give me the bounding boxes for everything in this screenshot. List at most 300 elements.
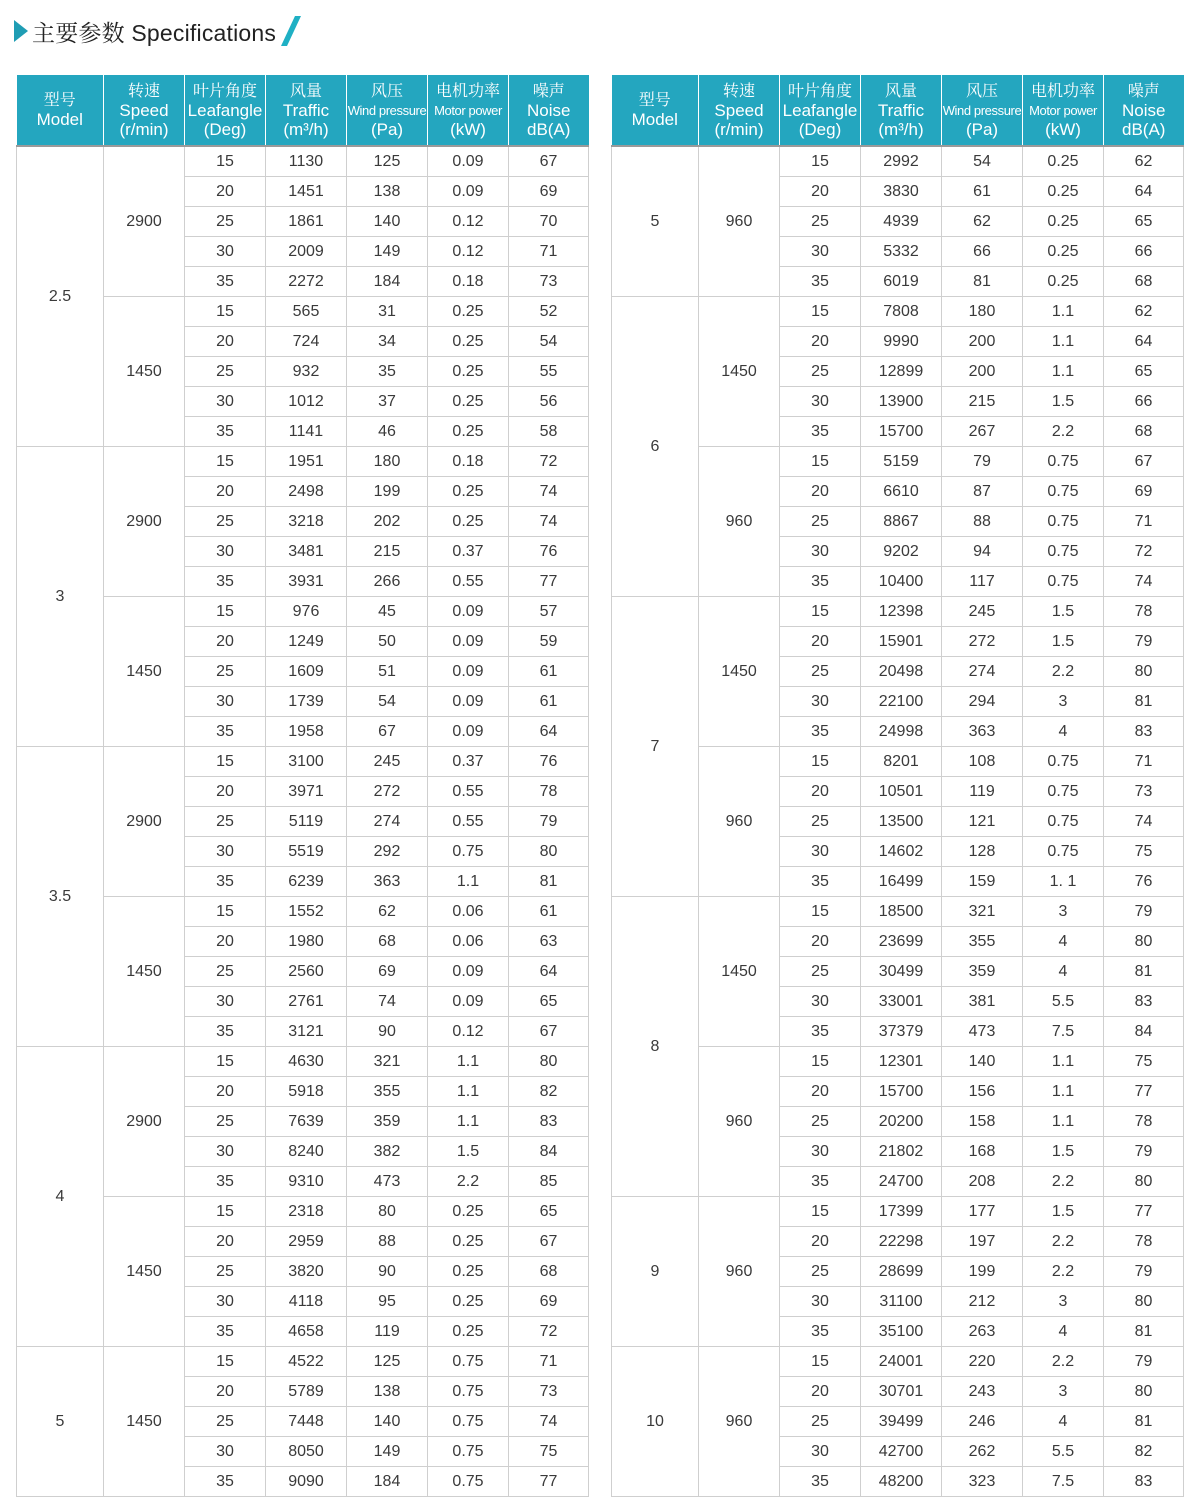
leafangle-cell: 30: [780, 537, 861, 567]
motor-power-cell: 0.25: [428, 1227, 509, 1257]
wind-pressure-cell: 61: [942, 177, 1023, 207]
leafangle-cell: 25: [780, 357, 861, 387]
leafangle-cell: 25: [780, 1407, 861, 1437]
wind-pressure-cell: 125: [347, 146, 428, 177]
noise-cell: 80: [1104, 657, 1184, 687]
traffic-cell: 18500: [861, 897, 942, 927]
leafangle-cell: 15: [780, 1047, 861, 1077]
traffic-cell: 5918: [266, 1077, 347, 1107]
traffic-cell: 3121: [266, 1017, 347, 1047]
traffic-cell: 20200: [861, 1107, 942, 1137]
traffic-cell: 42700: [861, 1437, 942, 1467]
motor-power-cell: 0.25: [428, 1197, 509, 1227]
noise-cell: 82: [1104, 1437, 1184, 1467]
traffic-cell: 35100: [861, 1317, 942, 1347]
noise-cell: 57: [509, 597, 589, 627]
wind-pressure-cell: 267: [942, 417, 1023, 447]
noise-cell: 85: [509, 1167, 589, 1197]
speed-cell: 1450: [699, 297, 780, 447]
noise-cell: 73: [509, 1377, 589, 1407]
header-leafangle: [185, 75, 266, 146]
table-row: [612, 146, 1184, 177]
traffic-cell: 1739: [266, 687, 347, 717]
motor-power-cell: 0.25: [428, 387, 509, 417]
leafangle-cell: 25: [185, 1107, 266, 1137]
noise-cell: 79: [1104, 627, 1184, 657]
header-wind-pressure: [347, 75, 428, 146]
leafangle-cell: 25: [780, 957, 861, 987]
motor-power-cell: 0.09: [428, 657, 509, 687]
table-row: [17, 747, 589, 777]
motor-power-cell: 0.37: [428, 537, 509, 567]
leafangle-cell: 30: [780, 687, 861, 717]
header-motor-power: [428, 75, 509, 146]
noise-cell: 71: [1104, 507, 1184, 537]
motor-power-cell: 0.25: [1023, 146, 1104, 177]
traffic-cell: 24998: [861, 717, 942, 747]
motor-power-cell: 0.25: [1023, 207, 1104, 237]
wind-pressure-cell: 95: [347, 1287, 428, 1317]
wind-pressure-cell: 88: [347, 1227, 428, 1257]
noise-cell: 64: [1104, 327, 1184, 357]
traffic-cell: 5789: [266, 1377, 347, 1407]
traffic-cell: 6019: [861, 267, 942, 297]
wind-pressure-cell: 140: [942, 1047, 1023, 1077]
traffic-cell: 14602: [861, 837, 942, 867]
noise-cell: 77: [1104, 1197, 1184, 1227]
header-cn-label: 噪声: [532, 82, 565, 100]
wind-pressure-cell: 81: [942, 267, 1023, 297]
wind-pressure-cell: 125: [347, 1347, 428, 1377]
wind-pressure-cell: 243: [942, 1377, 1023, 1407]
motor-power-cell: 0.09: [428, 146, 509, 177]
speed-cell: 1450: [104, 1347, 185, 1497]
wind-pressure-cell: 274: [347, 807, 428, 837]
traffic-cell: 1980: [266, 927, 347, 957]
leafangle-cell: 25: [780, 507, 861, 537]
motor-power-cell: 1.5: [1023, 627, 1104, 657]
traffic-cell: 1130: [266, 146, 347, 177]
header-row: [612, 75, 1184, 146]
motor-power-cell: 0.12: [428, 207, 509, 237]
leafangle-cell: 15: [185, 597, 266, 627]
motor-power-cell: 1.5: [1023, 597, 1104, 627]
traffic-cell: 1141: [266, 417, 347, 447]
header-cn-label: 风压: [370, 82, 403, 100]
wind-pressure-cell: 215: [347, 537, 428, 567]
motor-power-cell: 2.2: [1023, 1347, 1104, 1377]
noise-cell: 80: [1104, 927, 1184, 957]
noise-cell: 65: [509, 1197, 589, 1227]
traffic-cell: 932: [266, 357, 347, 387]
motor-power-cell: 0.18: [428, 447, 509, 477]
traffic-cell: 37379: [861, 1017, 942, 1047]
noise-cell: 80: [1104, 1167, 1184, 1197]
noise-cell: 69: [1104, 477, 1184, 507]
leafangle-cell: 20: [185, 1377, 266, 1407]
leafangle-cell: 35: [185, 267, 266, 297]
motor-power-cell: 0.12: [428, 237, 509, 267]
traffic-cell: 8201: [861, 747, 942, 777]
motor-power-cell: 2.2: [1023, 1257, 1104, 1287]
noise-cell: 61: [509, 657, 589, 687]
noise-cell: 68: [1104, 267, 1184, 297]
header-cn-label: 电机功率: [1030, 82, 1095, 100]
header-cn-label: 电机功率: [435, 82, 500, 100]
header-en-label: Model: [36, 110, 83, 129]
traffic-cell: 31100: [861, 1287, 942, 1317]
wind-pressure-cell: 68: [347, 927, 428, 957]
leafangle-cell: 20: [185, 477, 266, 507]
traffic-cell: 1609: [266, 657, 347, 687]
wind-pressure-cell: 184: [347, 1467, 428, 1497]
noise-cell: 67: [509, 146, 589, 177]
motor-power-cell: 2.2: [1023, 657, 1104, 687]
motor-power-cell: 0.25: [428, 357, 509, 387]
leafangle-cell: 15: [185, 297, 266, 327]
section-title: [14, 14, 294, 48]
leafangle-cell: 15: [185, 447, 266, 477]
wind-pressure-cell: 108: [942, 747, 1023, 777]
traffic-cell: 1012: [266, 387, 347, 417]
noise-cell: 76: [1104, 867, 1184, 897]
speed-cell: 1450: [699, 897, 780, 1047]
wind-pressure-cell: 54: [942, 146, 1023, 177]
motor-power-cell: 0.25: [428, 297, 509, 327]
wind-pressure-cell: 50: [347, 627, 428, 657]
motor-power-cell: 1.1: [428, 1107, 509, 1137]
table-row: [17, 146, 589, 177]
motor-power-cell: 0.09: [428, 597, 509, 627]
model-cell: 5: [17, 1347, 104, 1497]
noise-cell: 81: [1104, 687, 1184, 717]
motor-power-cell: 1.1: [1023, 327, 1104, 357]
wind-pressure-cell: 355: [942, 927, 1023, 957]
wind-pressure-cell: 382: [347, 1137, 428, 1167]
wind-pressure-cell: 323: [942, 1467, 1023, 1497]
traffic-cell: 8050: [266, 1437, 347, 1467]
model-cell: 9: [612, 1197, 699, 1347]
wind-pressure-cell: 156: [942, 1077, 1023, 1107]
model-cell: 2.5: [17, 146, 104, 447]
leafangle-cell: 35: [780, 1167, 861, 1197]
noise-cell: 79: [1104, 1347, 1184, 1377]
leafangle-cell: 20: [185, 327, 266, 357]
noise-cell: 80: [509, 837, 589, 867]
leafangle-cell: 25: [780, 1107, 861, 1137]
noise-cell: 79: [509, 807, 589, 837]
leafangle-cell: 20: [780, 477, 861, 507]
wind-pressure-cell: 66: [942, 237, 1023, 267]
leafangle-cell: 30: [185, 387, 266, 417]
speed-cell: 2900: [104, 747, 185, 897]
motor-power-cell: 0.06: [428, 927, 509, 957]
motor-power-cell: 2.2: [1023, 417, 1104, 447]
speed-cell: 960: [699, 447, 780, 597]
motor-power-cell: 1.1: [428, 1077, 509, 1107]
header-cn-label: 叶片角度: [192, 82, 257, 100]
wind-pressure-cell: 80: [347, 1197, 428, 1227]
traffic-cell: 13900: [861, 387, 942, 417]
header-cn-label: 风量: [289, 82, 322, 100]
wind-pressure-cell: 121: [942, 807, 1023, 837]
motor-power-cell: 7.5: [1023, 1467, 1104, 1497]
leafangle-cell: 35: [185, 1467, 266, 1497]
traffic-cell: 1552: [266, 897, 347, 927]
motor-power-cell: 0.09: [428, 987, 509, 1017]
wind-pressure-cell: 199: [347, 477, 428, 507]
noise-cell: 69: [509, 1287, 589, 1317]
traffic-cell: 9990: [861, 327, 942, 357]
header-en-label: Motor power: [434, 102, 502, 118]
traffic-cell: 4630: [266, 1047, 347, 1077]
noise-cell: 68: [1104, 417, 1184, 447]
header-model: [612, 75, 699, 146]
noise-cell: 80: [1104, 1377, 1184, 1407]
traffic-cell: 12301: [861, 1047, 942, 1077]
traffic-cell: 9310: [266, 1167, 347, 1197]
wind-pressure-cell: 245: [347, 747, 428, 777]
header-unit-label: (Pa): [370, 119, 404, 139]
motor-power-cell: 0.12: [428, 1017, 509, 1047]
leafangle-cell: 25: [185, 657, 266, 687]
header-cn-label: 转速: [127, 82, 160, 100]
traffic-cell: 1951: [266, 447, 347, 477]
speed-cell: 2900: [104, 146, 185, 297]
speed-cell: 960: [699, 1047, 780, 1197]
traffic-cell: 3218: [266, 507, 347, 537]
noise-cell: 61: [509, 897, 589, 927]
motor-power-cell: 1.5: [1023, 1137, 1104, 1167]
model-cell: 7: [612, 597, 699, 897]
motor-power-cell: 0.09: [428, 957, 509, 987]
traffic-cell: 15700: [861, 1077, 942, 1107]
noise-cell: 64: [509, 957, 589, 987]
header-en-label: Leafangle: [782, 100, 858, 120]
speed-cell: 1450: [104, 897, 185, 1047]
leafangle-cell: 15: [780, 1197, 861, 1227]
wind-pressure-cell: 158: [942, 1107, 1023, 1137]
traffic-cell: 12899: [861, 357, 942, 387]
wind-pressure-cell: 355: [347, 1077, 428, 1107]
traffic-cell: 2272: [266, 267, 347, 297]
noise-cell: 66: [1104, 387, 1184, 417]
leafangle-cell: 15: [780, 447, 861, 477]
wind-pressure-cell: 62: [347, 897, 428, 927]
header-en-label: Motor power: [1029, 102, 1097, 118]
traffic-cell: 8867: [861, 507, 942, 537]
motor-power-cell: 1.5: [1023, 1197, 1104, 1227]
noise-cell: 81: [1104, 957, 1184, 987]
traffic-cell: 1958: [266, 717, 347, 747]
leafangle-cell: 15: [185, 747, 266, 777]
header-cn-label: 噪声: [1127, 82, 1160, 100]
traffic-cell: 7448: [266, 1407, 347, 1437]
traffic-cell: 24700: [861, 1167, 942, 1197]
noise-cell: 68: [509, 1257, 589, 1287]
wind-pressure-cell: 177: [942, 1197, 1023, 1227]
noise-cell: 71: [509, 237, 589, 267]
table-row: [612, 297, 1184, 327]
leafangle-cell: 35: [185, 1017, 266, 1047]
traffic-cell: 9090: [266, 1467, 347, 1497]
header-traffic: [266, 75, 347, 146]
noise-cell: 70: [509, 207, 589, 237]
noise-cell: 59: [509, 627, 589, 657]
table-row: [612, 1197, 1184, 1227]
header-speed: [104, 75, 185, 146]
noise-cell: 71: [509, 1347, 589, 1377]
leafangle-cell: 30: [185, 1137, 266, 1167]
wind-pressure-cell: 212: [942, 1287, 1023, 1317]
motor-power-cell: 0.75: [428, 1467, 509, 1497]
motor-power-cell: 0.75: [1023, 807, 1104, 837]
header-cn-label: 风量: [884, 82, 917, 100]
wind-pressure-cell: 184: [347, 267, 428, 297]
noise-cell: 76: [509, 537, 589, 567]
leafangle-cell: 15: [780, 597, 861, 627]
noise-cell: 80: [509, 1047, 589, 1077]
motor-power-cell: 1.5: [1023, 387, 1104, 417]
leafangle-cell: 25: [780, 1257, 861, 1287]
motor-power-cell: 0.75: [428, 1377, 509, 1407]
leafangle-cell: 15: [780, 897, 861, 927]
noise-cell: 72: [509, 447, 589, 477]
wind-pressure-cell: 215: [942, 387, 1023, 417]
traffic-cell: 4939: [861, 207, 942, 237]
wind-pressure-cell: 202: [347, 507, 428, 537]
leafangle-cell: 35: [780, 567, 861, 597]
leafangle-cell: 15: [780, 146, 861, 177]
leafangle-cell: 15: [185, 1347, 266, 1377]
noise-cell: 73: [509, 267, 589, 297]
noise-cell: 56: [509, 387, 589, 417]
speed-cell: 1450: [699, 597, 780, 747]
noise-cell: 78: [1104, 1107, 1184, 1137]
wind-pressure-cell: 149: [347, 237, 428, 267]
motor-power-cell: 1.1: [1023, 357, 1104, 387]
traffic-cell: 23699: [861, 927, 942, 957]
noise-cell: 83: [509, 1107, 589, 1137]
header-en-label: Noise: [1122, 100, 1166, 120]
wind-pressure-cell: 266: [347, 567, 428, 597]
leafangle-cell: 20: [780, 1377, 861, 1407]
wind-pressure-cell: 200: [942, 327, 1023, 357]
wind-pressure-cell: 359: [347, 1107, 428, 1137]
header-cn-label: 型号: [43, 92, 76, 109]
header-en-label: Speed: [119, 100, 169, 120]
noise-cell: 74: [1104, 567, 1184, 597]
noise-cell: 74: [509, 1407, 589, 1437]
motor-power-cell: 0.37: [428, 747, 509, 777]
noise-cell: 69: [509, 177, 589, 207]
traffic-cell: 7639: [266, 1107, 347, 1137]
model-cell: 3: [17, 447, 104, 747]
leafangle-cell: 20: [780, 927, 861, 957]
traffic-cell: 2009: [266, 237, 347, 267]
title-arrow-icon: [14, 20, 28, 42]
header-speed: [699, 75, 780, 146]
motor-power-cell: 0.75: [1023, 537, 1104, 567]
noise-cell: 54: [509, 327, 589, 357]
wind-pressure-cell: 363: [942, 717, 1023, 747]
motor-power-cell: 0.75: [428, 1437, 509, 1467]
wind-pressure-cell: 74: [347, 987, 428, 1017]
traffic-cell: 48200: [861, 1467, 942, 1497]
leafangle-cell: 20: [185, 927, 266, 957]
wind-pressure-cell: 274: [942, 657, 1023, 687]
noise-cell: 81: [1104, 1317, 1184, 1347]
wind-pressure-cell: 138: [347, 177, 428, 207]
wind-pressure-cell: 119: [942, 777, 1023, 807]
leafangle-cell: 15: [185, 1047, 266, 1077]
leafangle-cell: 25: [185, 1257, 266, 1287]
noise-cell: 66: [1104, 237, 1184, 267]
noise-cell: 67: [509, 1227, 589, 1257]
motor-power-cell: 0.55: [428, 807, 509, 837]
table-row: [612, 897, 1184, 927]
traffic-cell: 10501: [861, 777, 942, 807]
wind-pressure-cell: 359: [942, 957, 1023, 987]
spec-table-left: [16, 75, 589, 1497]
header-traffic: [861, 75, 942, 146]
header-en-label: Leafangle: [187, 100, 263, 120]
motor-power-cell: 0.75: [1023, 567, 1104, 597]
traffic-cell: 21802: [861, 1137, 942, 1167]
motor-power-cell: 5.5: [1023, 987, 1104, 1017]
wind-pressure-cell: 128: [942, 837, 1023, 867]
traffic-cell: 2761: [266, 987, 347, 1017]
header-row: [17, 75, 589, 146]
motor-power-cell: 2.2: [1023, 1227, 1104, 1257]
wind-pressure-cell: 321: [347, 1047, 428, 1077]
model-cell: 3.5: [17, 747, 104, 1047]
noise-cell: 75: [509, 1437, 589, 1467]
leafangle-cell: 20: [185, 177, 266, 207]
traffic-cell: 4522: [266, 1347, 347, 1377]
header-cn-label: 型号: [638, 92, 671, 109]
noise-cell: 74: [1104, 807, 1184, 837]
leafangle-cell: 35: [185, 1167, 266, 1197]
wind-pressure-cell: 199: [942, 1257, 1023, 1287]
traffic-cell: 16499: [861, 867, 942, 897]
noise-cell: 83: [1104, 1467, 1184, 1497]
speed-cell: 2900: [104, 447, 185, 597]
wind-pressure-cell: 94: [942, 537, 1023, 567]
leafangle-cell: 35: [185, 717, 266, 747]
leafangle-cell: 30: [185, 987, 266, 1017]
noise-cell: 67: [509, 1017, 589, 1047]
model-cell: 4: [17, 1047, 104, 1347]
wind-pressure-cell: 180: [942, 297, 1023, 327]
header-noise: [509, 75, 589, 146]
leafangle-cell: 20: [780, 177, 861, 207]
speed-cell: 1450: [104, 297, 185, 447]
noise-cell: 76: [509, 747, 589, 777]
motor-power-cell: 4: [1023, 927, 1104, 957]
leafangle-cell: 35: [780, 1017, 861, 1047]
speed-cell: 960: [699, 1347, 780, 1497]
leafangle-cell: 35: [780, 1317, 861, 1347]
traffic-cell: 15700: [861, 417, 942, 447]
motor-power-cell: 1. 1: [1023, 867, 1104, 897]
traffic-cell: 5332: [861, 237, 942, 267]
traffic-cell: 20498: [861, 657, 942, 687]
wind-pressure-cell: 62: [942, 207, 1023, 237]
noise-cell: 81: [1104, 1407, 1184, 1437]
leafangle-cell: 15: [185, 1197, 266, 1227]
header-en-label: Wind pressure: [347, 102, 427, 118]
